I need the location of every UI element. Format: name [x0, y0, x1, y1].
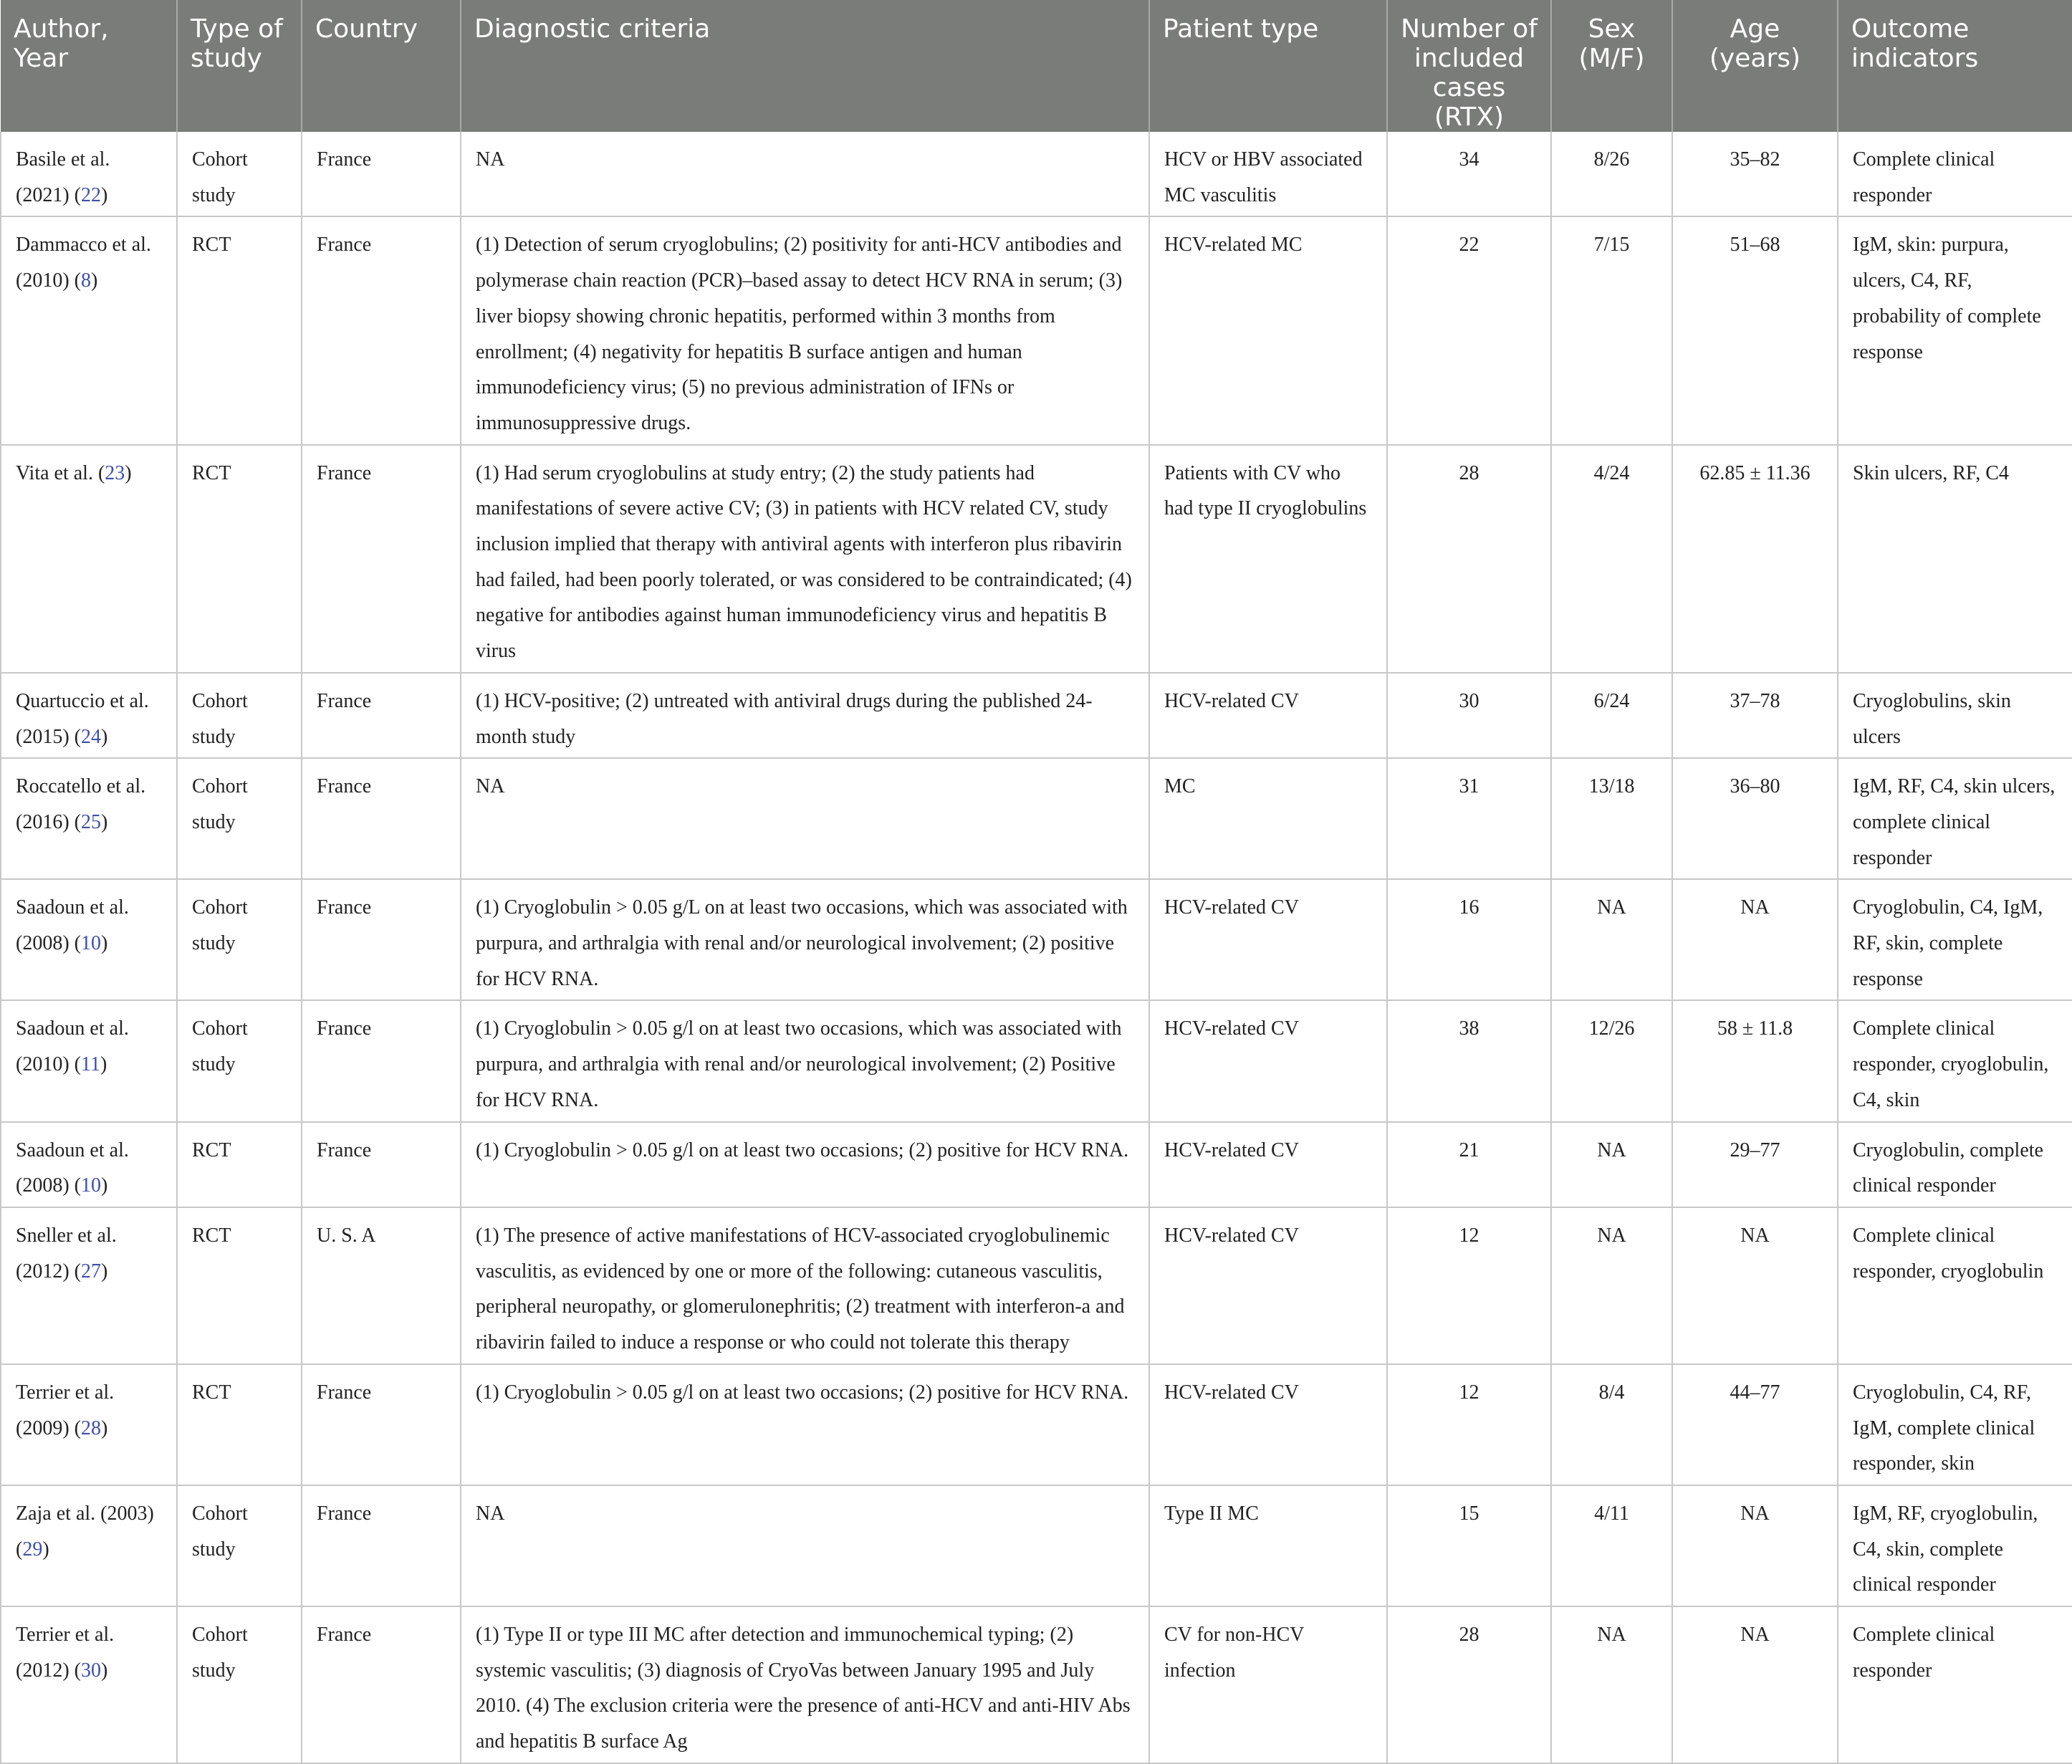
cell-outcome: Complete clinical responder, cryoglobulin [1838, 1207, 2072, 1364]
author-text: Terrier et al. (2012) ( [16, 1624, 115, 1682]
cell-patient-type: MC [1149, 758, 1387, 879]
reference-link[interactable]: 8 [80, 269, 91, 292]
table-row [1, 1122, 2072, 1207]
cell-sex: 12/26 [1551, 1000, 1672, 1121]
table-row [1, 132, 2072, 216]
cell-sex: 8/4 [1551, 1364, 1672, 1485]
cell-cases: 28 [1387, 1606, 1551, 1763]
cell-type: Cohort study [177, 879, 302, 1000]
reference-link[interactable]: 29 [22, 1538, 43, 1561]
cell-outcome: Complete clinical responder [1838, 132, 2072, 216]
table-row [1, 1000, 2072, 1121]
table-row [1, 216, 2072, 444]
cell-outcome: IgM, skin: purpura, ulcers, C4, RF, probability of complete response [1838, 216, 2072, 444]
cell-country: France [302, 758, 461, 879]
cell-country: France [302, 1000, 461, 1121]
cell-type: Cohort study [177, 1606, 302, 1763]
cell-patient-type: CV for non-HCV infection [1149, 1606, 1387, 1763]
cell-cases: 30 [1387, 673, 1551, 758]
cell-patient-type: HCV-related CV [1149, 673, 1387, 758]
cell-age: 37–78 [1672, 673, 1838, 758]
cell-sex: NA [1551, 879, 1672, 1000]
cell-country: France [302, 673, 461, 758]
cell-author: Vita et al. (23) [1, 445, 177, 673]
cell-cases: 34 [1387, 132, 1551, 216]
cell-criteria: NA [461, 132, 1149, 216]
cell-country: France [302, 1485, 461, 1606]
table-row [1, 1485, 2072, 1606]
author-text: Terrier et al. (2009) ( [16, 1381, 115, 1439]
cell-cases: 15 [1387, 1485, 1551, 1606]
cell-outcome: IgM, RF, cryoglobulin, C4, skin, complete clinical responder [1838, 1485, 2072, 1606]
cell-age: 58 ± 11.8 [1672, 1000, 1838, 1121]
reference-link[interactable]: 23 [105, 461, 125, 484]
cell-author: Dammacco et al. (2010) (8) [1, 216, 177, 444]
cell-country: France [302, 132, 461, 216]
cell-type: Cohort study [177, 1000, 302, 1121]
header-age: Age (years) [1672, 0, 1838, 132]
table-row [1, 758, 2072, 879]
cell-sex: 8/26 [1551, 132, 1672, 216]
cell-outcome: Complete clinical responder, cryoglobulin, C4, skin [1838, 1000, 2072, 1121]
cell-type: Cohort study [177, 132, 302, 216]
header-cases: Number of included cases (RTX) [1387, 0, 1551, 132]
author-text: Sneller et al. (2012) ( [16, 1224, 117, 1283]
cell-patient-type: HCV-related CV [1149, 1000, 1387, 1121]
cell-country: France [302, 1122, 461, 1207]
cell-author: Zaja et al. (2003) (29) [1, 1485, 177, 1606]
cell-age: NA [1672, 879, 1838, 1000]
cell-cases: 38 [1387, 1000, 1551, 1121]
cell-age: 44–77 [1672, 1364, 1838, 1485]
reference-link[interactable]: 22 [80, 183, 101, 206]
table-row [1, 445, 2072, 673]
author-text: Saadoun et al. (2010) ( [16, 1017, 129, 1076]
cell-country: France [302, 216, 461, 444]
cell-type: Cohort study [177, 1485, 302, 1606]
cell-criteria: NA [461, 1485, 1149, 1606]
cell-sex: 6/24 [1551, 673, 1672, 758]
author-text: Dammacco et al. (2010) ( [16, 234, 151, 292]
author-text: Quartuccio et al. (2015) ( [16, 689, 149, 748]
cell-patient-type: HCV-related CV [1149, 879, 1387, 1000]
cell-age: NA [1672, 1606, 1838, 1763]
table-row [1, 1207, 2072, 1364]
cell-author: Saadoun et al. (2008) (10) [1, 879, 177, 1000]
cell-criteria: (1) Cryoglobulin > 0.05 g/l on at least two occasions; (2) positive for HCV RNA. [461, 1122, 1149, 1207]
cell-outcome: Cryoglobulin, complete clinical responder [1838, 1122, 2072, 1207]
cell-criteria: (1) Cryoglobulin > 0.05 g/l on at least two occasions; (2) positive for HCV RNA. [461, 1364, 1149, 1485]
cell-patient-type: HCV-related CV [1149, 1207, 1387, 1364]
cell-country: France [302, 879, 461, 1000]
cell-cases: 31 [1387, 758, 1551, 879]
cell-country: France [302, 1364, 461, 1485]
cell-criteria: (1) Detection of serum cryoglobulins; (2) positivity for anti-HCV antibodies and polymerase chain reaction (PCR)–based assay to detect HCV RNA in serum; (3) liver biopsy showing chronic hepatitis, performed within 3 months from enrollment; (4) negativity for hepatitis B surface antigen and human immunodeficiency virus; (5) no previous administration of IFNs or immunosuppressive drugs. [461, 216, 1149, 444]
table-header [1, 0, 2072, 132]
cell-outcome: Cryoglobulin, C4, RF, IgM, complete clinical responder, skin [1838, 1364, 2072, 1485]
cell-cases: 22 [1387, 216, 1551, 444]
cell-patient-type: Type II MC [1149, 1485, 1387, 1606]
table-row [1, 1606, 2072, 1763]
author-text: Zaja et al. (2003) ( [16, 1502, 154, 1561]
cell-patient-type: HCV-related CV [1149, 1364, 1387, 1485]
table-row [1, 879, 2072, 1000]
cell-cases: 28 [1387, 445, 1551, 673]
cell-age: NA [1672, 1485, 1838, 1606]
cell-type: RCT [177, 1364, 302, 1485]
cell-criteria: NA [461, 758, 1149, 879]
table-row [1, 673, 2072, 758]
cell-patient-type: HCV-related MC [1149, 216, 1387, 444]
cell-sex: 4/11 [1551, 1485, 1672, 1606]
cell-type: RCT [177, 1122, 302, 1207]
header-criteria: Diagnostic criteria [461, 0, 1149, 132]
reference-link[interactable]: 10 [80, 932, 101, 955]
cell-type: RCT [177, 216, 302, 444]
cell-type: RCT [177, 445, 302, 673]
cell-author: Sneller et al. (2012) (27) [1, 1207, 177, 1364]
cell-age: 51–68 [1672, 216, 1838, 444]
author-text: Saadoun et al. (2008) ( [16, 1139, 129, 1197]
header-outcome: Outcome indicators [1838, 0, 2072, 132]
cell-author: Saadoun et al. (2010) (11) [1, 1000, 177, 1121]
author-text: Basile et al. (2021) ( [16, 148, 110, 206]
cell-type: RCT [177, 1207, 302, 1364]
reference-link[interactable]: 27 [80, 1260, 101, 1283]
cell-sex: 13/18 [1551, 758, 1672, 879]
cell-author: Basile et al. (2021) (22) [1, 132, 177, 216]
cell-outcome: Cryoglobulin, C4, IgM, RF, skin, complete response [1838, 879, 2072, 1000]
cell-cases: 12 [1387, 1207, 1551, 1364]
header-type: Type of study [177, 0, 302, 132]
reference-link[interactable]: 25 [80, 810, 101, 833]
cell-criteria: (1) Cryoglobulin > 0.05 g/l on at least two occasions, which was associated with purpura, and arthralgia with renal and/or neurological involvement; (2) Positive for HCV RNA. [461, 1000, 1149, 1121]
cell-criteria: (1) Type II or type III MC after detection and immunochemical typing; (2) systemic vasculitis; (3) diagnosis of CryoVas between January 1995 and July 2010. (4) The exclusion criteria were the presence of anti-HCV and anti-HIV Abs and hepatitis B surface Ag [461, 1606, 1149, 1763]
cell-patient-type: HCV or HBV associated MC vasculitis [1149, 132, 1387, 216]
cell-sex: NA [1551, 1207, 1672, 1364]
reference-link[interactable]: 24 [80, 725, 101, 748]
cell-age: 62.85 ± 11.36 [1672, 445, 1838, 673]
cell-age: 36–80 [1672, 758, 1838, 879]
cell-author: Roccatello et al. (2016) (25) [1, 758, 177, 879]
cell-author: Saadoun et al. (2008) (10) [1, 1122, 177, 1207]
cell-sex: 4/24 [1551, 445, 1672, 673]
table-row [1, 1364, 2072, 1485]
cell-age: 29–77 [1672, 1122, 1838, 1207]
cell-criteria: (1) HCV-positive; (2) untreated with antiviral drugs during the published 24-month study [461, 673, 1149, 758]
reference-link[interactable]: 28 [80, 1417, 101, 1439]
cell-author: Terrier et al. (2012) (30) [1, 1606, 177, 1763]
cell-outcome: Complete clinical responder [1838, 1606, 2072, 1763]
header-author: Author, Year [1, 0, 177, 132]
cell-patient-type: HCV-related CV [1149, 1122, 1387, 1207]
cell-criteria: (1) The presence of active manifestations of HCV-associated cryoglobulinemic vasculitis, as evidenced by one or more of the following: cutaneous vasculitis, peripheral neuropathy, or glomerulonephritis; (2) treatment with interferon-a and ribavirin failed to induce a response or who could not tolerate this therapy [461, 1207, 1149, 1364]
author-text: Roccatello et al. (2016) ( [16, 775, 146, 833]
header-country: Country [302, 0, 461, 132]
cell-criteria: (1) Had serum cryoglobulins at study entry; (2) the study patients had manifestations of severe active CV; (3) in patients with HCV related CV, study inclusion implied that therapy with antiviral agents with interferon plus ribavirin had failed, had been poorly tolerated, or was considered to be contraindicated; (4) negative for antibodies against human immunodeficiency virus and hepatitis B virus [461, 445, 1149, 673]
cell-outcome: Skin ulcers, RF, C4 [1838, 445, 2072, 673]
cell-type: Cohort study [177, 673, 302, 758]
cell-country: U. S. A [302, 1207, 461, 1364]
cell-sex: NA [1551, 1606, 1672, 1763]
cell-outcome: IgM, RF, C4, skin ulcers, complete clinical responder [1838, 758, 2072, 879]
header-patient-type: Patient type [1149, 0, 1387, 132]
cell-country: France [302, 445, 461, 673]
cell-author: Terrier et al. (2009) (28) [1, 1364, 177, 1485]
cell-cases: 16 [1387, 879, 1551, 1000]
author-text: Vita et al. ( [16, 461, 105, 484]
cell-criteria: (1) Cryoglobulin > 0.05 g/L on at least two occasions, which was associated with purpura, and arthralgia with renal and/or neurological involvement; (2) positive for HCV RNA. [461, 879, 1149, 1000]
table-body [1, 132, 2072, 1763]
reference-link[interactable]: 30 [80, 1659, 101, 1682]
author-text: Saadoun et al. (2008) ( [16, 896, 129, 955]
reference-link[interactable]: 10 [80, 1174, 101, 1197]
cell-cases: 21 [1387, 1122, 1551, 1207]
cell-author: Quartuccio et al. (2015) (24) [1, 673, 177, 758]
cell-cases: 12 [1387, 1364, 1551, 1485]
header-sex: Sex (M/F) [1551, 0, 1672, 132]
cell-outcome: Cryoglobulins, skin ulcers [1838, 673, 2072, 758]
cell-type: Cohort study [177, 758, 302, 879]
cell-sex: 7/15 [1551, 216, 1672, 444]
reference-link[interactable]: 11 [80, 1053, 100, 1076]
cell-age: 35–82 [1672, 132, 1838, 216]
cell-patient-type: Patients with CV who had type II cryoglobulins [1149, 445, 1387, 673]
cell-age: NA [1672, 1207, 1838, 1364]
cell-sex: NA [1551, 1122, 1672, 1207]
cell-country: France [302, 1606, 461, 1763]
